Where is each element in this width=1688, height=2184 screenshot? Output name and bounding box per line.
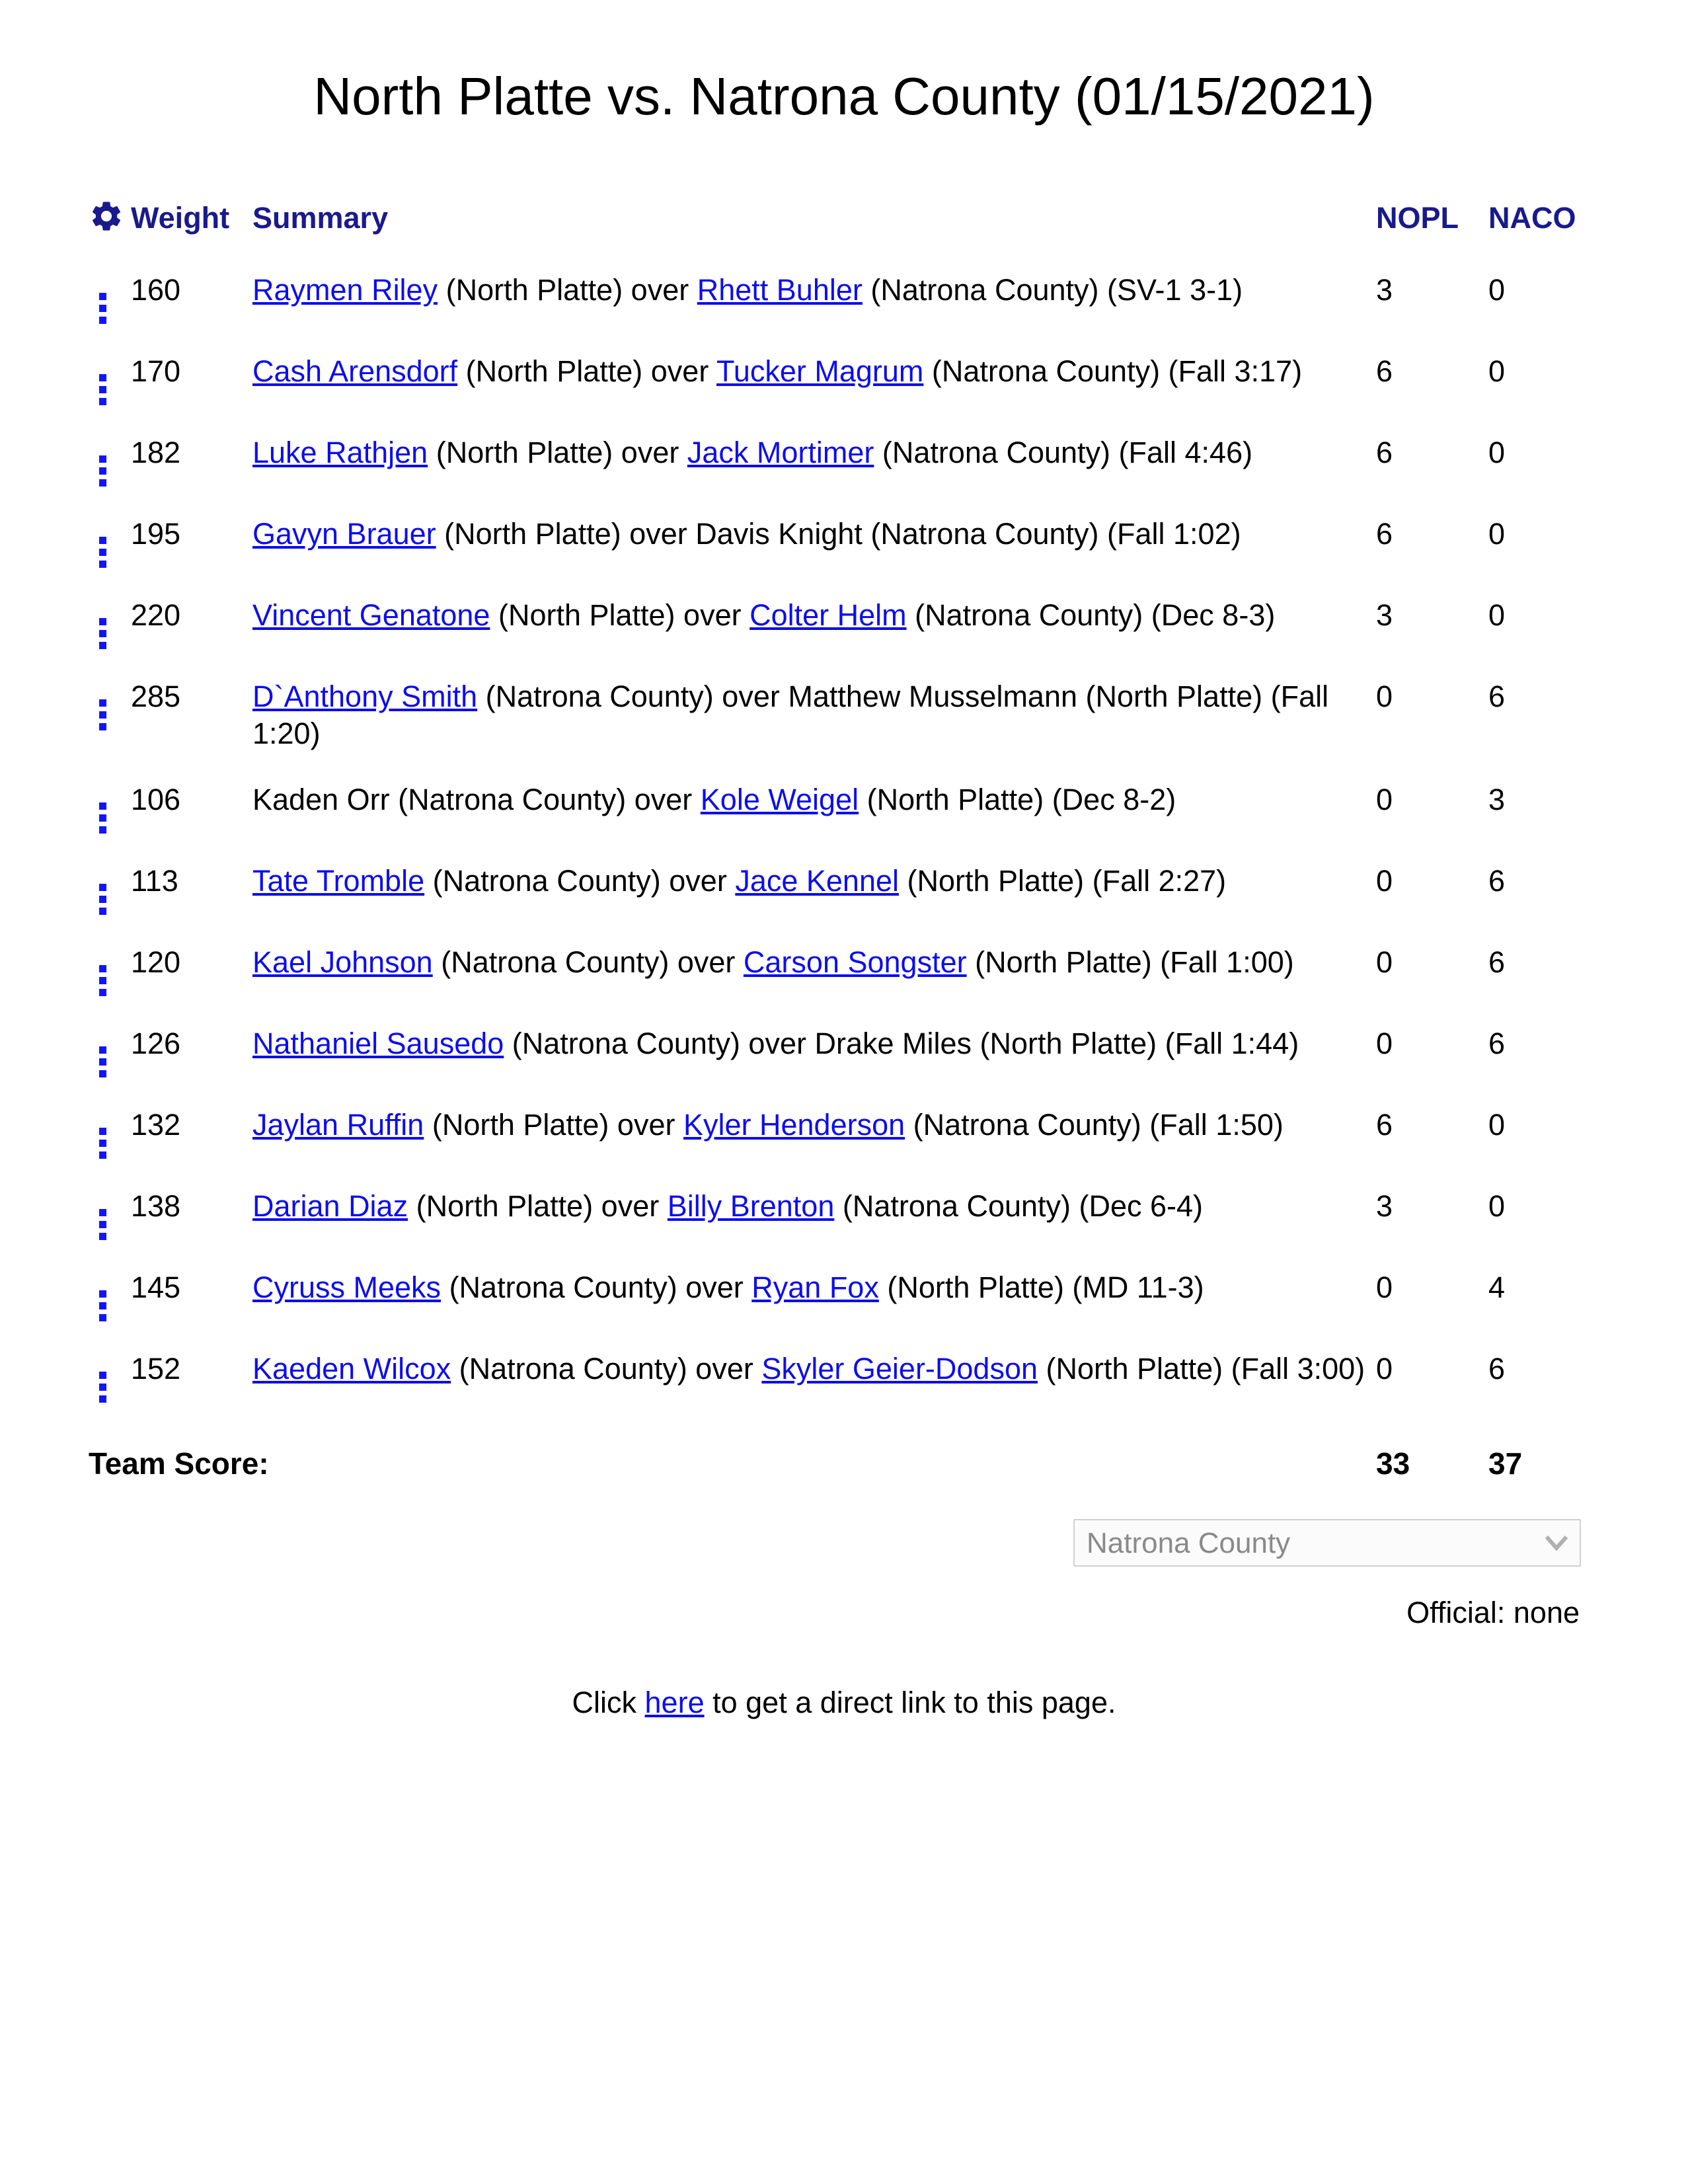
summary-text: (Natrona County) over	[424, 864, 736, 898]
naco-score-cell: 6	[1488, 1352, 1506, 1385]
table-row	[89, 1092, 1599, 1173]
summary-cell	[252, 848, 1376, 929]
naco-score-cell: 3	[1488, 783, 1506, 816]
naco-score-cell: 0	[1488, 354, 1506, 388]
summary-text: (Natrona County) over Matthew Musselmann (North Platte) (Fall 1:20)	[252, 680, 1329, 750]
kebab-menu-icon[interactable]	[99, 1046, 106, 1077]
direct-link[interactable]: here	[644, 1686, 705, 1719]
summary-text: (Natrona County) over	[441, 1270, 752, 1304]
weight-cell: 285	[131, 680, 181, 713]
table-row	[89, 767, 1599, 848]
team-select-row	[89, 1519, 1599, 1567]
naco-score-cell: 6	[1488, 1027, 1506, 1060]
table-row	[89, 1173, 1599, 1255]
kebab-menu-icon[interactable]	[99, 455, 106, 487]
official-text: Official: none	[1406, 1596, 1580, 1629]
wrestler-link[interactable]: Kole Weigel	[700, 783, 859, 816]
wrestler-link[interactable]: Luke Rathjen	[252, 436, 428, 469]
nopl-score-cell: 6	[1376, 1108, 1393, 1142]
gear-icon[interactable]	[89, 198, 124, 234]
nopl-score-cell: 0	[1376, 1027, 1393, 1060]
row-menu-cell	[89, 1336, 131, 1417]
wrestler-link[interactable]: Billy Brenton	[667, 1189, 835, 1223]
summary-text: (North Platte) over	[438, 273, 697, 307]
naco-score-cell: 0	[1488, 436, 1506, 469]
weight-cell: 220	[131, 598, 181, 632]
summary-cell	[252, 582, 1376, 664]
header-settings-cell	[89, 185, 131, 257]
wrestler-link[interactable]: Gavyn Brauer	[252, 517, 436, 551]
header-naco: NACO	[1488, 201, 1576, 235]
wrestler-link[interactable]: D`Anthony Smith	[252, 680, 478, 713]
team-select-wrap	[1073, 1519, 1581, 1567]
table-row	[89, 501, 1599, 582]
naco-score-cell: 0	[1488, 1108, 1506, 1142]
summary-cell	[252, 1011, 1376, 1092]
header-summary: Summary	[252, 201, 389, 235]
wrestler-link[interactable]: Kael Johnson	[252, 945, 433, 979]
wrestler-link[interactable]: Tate Tromble	[252, 864, 425, 898]
summary-text: (Natrona County) over	[432, 945, 744, 979]
kebab-menu-icon[interactable]	[99, 1372, 106, 1403]
kebab-menu-icon[interactable]	[99, 293, 106, 324]
summary-text: (North Platte) (Fall 2:27)	[899, 864, 1227, 898]
summary-cell	[252, 257, 1376, 338]
row-menu-cell	[89, 1011, 131, 1092]
results-body	[89, 257, 1599, 1417]
row-menu-cell	[89, 929, 131, 1011]
row-menu-cell	[89, 848, 131, 929]
summary-cell	[252, 501, 1376, 582]
weight-cell: 170	[131, 354, 181, 388]
nopl-score-cell: 0	[1376, 945, 1393, 979]
row-menu-cell	[89, 420, 131, 501]
direct-link-text	[89, 1686, 1599, 1720]
wrestler-link[interactable]: Kyler Henderson	[683, 1108, 905, 1142]
table-row	[89, 582, 1599, 664]
summary-text: (North Platte) (Dec 8-2)	[859, 783, 1176, 816]
kebab-menu-icon[interactable]	[99, 884, 106, 915]
summary-text: (North Platte) over	[408, 1189, 668, 1223]
summary-text: (North Platte) over	[428, 436, 687, 469]
summary-text: (Natrona County) over Drake Miles (North Platte) (Fall 1:44)	[504, 1027, 1299, 1060]
nopl-score-cell: 6	[1376, 436, 1393, 469]
summary-cell	[252, 1092, 1376, 1173]
nopl-score-cell: 3	[1376, 598, 1393, 632]
wrestler-link[interactable]: Cyruss Meeks	[252, 1270, 441, 1304]
weight-cell: 132	[131, 1108, 181, 1142]
weight-cell: 138	[131, 1189, 181, 1223]
weight-cell: 160	[131, 273, 181, 307]
wrestler-link[interactable]: Darian Diaz	[252, 1189, 408, 1223]
naco-score-cell: 4	[1488, 1270, 1506, 1304]
weight-cell: 106	[131, 783, 181, 816]
team-select[interactable]	[1073, 1519, 1581, 1567]
summary-text: (North Platte) (Fall 1:00)	[966, 945, 1294, 979]
results-table	[89, 185, 1599, 1497]
row-menu-cell	[89, 1173, 131, 1255]
wrestler-link[interactable]: Rhett Buhler	[697, 273, 863, 307]
summary-text: (North Platte) over	[490, 598, 750, 632]
wrestler-link[interactable]: Kaeden Wilcox	[252, 1352, 451, 1385]
summary-text: (North Platte) over	[424, 1108, 683, 1142]
summary-text: (North Platte) over Davis Knight (Natrona County) (Fall 1:02)	[436, 517, 1241, 551]
summary-cell	[252, 338, 1376, 420]
row-menu-cell	[89, 1092, 131, 1173]
nopl-score-cell: 0	[1376, 1270, 1393, 1304]
wrestler-link[interactable]: Nathaniel Sausedo	[252, 1027, 504, 1060]
row-menu-cell	[89, 257, 131, 338]
naco-score-cell: 6	[1488, 680, 1506, 713]
wrestler-link[interactable]: Jaylan Ruffin	[252, 1108, 424, 1142]
summary-cell	[252, 1336, 1376, 1417]
summary-text: (Natrona County) (Dec 8-3)	[906, 598, 1276, 632]
nopl-score-cell: 6	[1376, 354, 1393, 388]
team-score-label: Team Score:	[89, 1446, 269, 1481]
weight-cell: 145	[131, 1270, 181, 1304]
table-row	[89, 1336, 1599, 1417]
table-row	[89, 257, 1599, 338]
nopl-score-cell: 0	[1376, 864, 1393, 898]
wrestler-link[interactable]: Colter Helm	[749, 598, 907, 632]
summary-text: Kaden Orr (Natrona County) over	[252, 783, 701, 816]
naco-score-cell: 0	[1488, 1189, 1506, 1223]
table-row	[89, 1255, 1599, 1336]
wrestler-link[interactable]: Raymen Riley	[252, 273, 438, 307]
nopl-score-cell: 6	[1376, 517, 1393, 551]
header-weight: Weight	[131, 201, 230, 235]
wrestler-link[interactable]: Tucker Magrum	[716, 354, 924, 388]
naco-score-cell: 6	[1488, 864, 1506, 898]
header-row	[89, 185, 1599, 257]
naco-score-cell: 6	[1488, 945, 1506, 979]
summary-cell	[252, 664, 1376, 767]
kebab-menu-icon[interactable]	[99, 1290, 106, 1321]
summary-cell	[252, 767, 1376, 848]
row-menu-cell	[89, 338, 131, 420]
team-score-naco: 37	[1488, 1446, 1523, 1481]
summary-cell	[252, 929, 1376, 1011]
summary-text: (Natrona County) (SV-1 3-1)	[862, 273, 1243, 307]
table-row	[89, 848, 1599, 929]
weight-cell: 120	[131, 945, 181, 979]
kebab-menu-icon[interactable]	[99, 1209, 106, 1240]
kebab-menu-icon[interactable]	[99, 1128, 106, 1159]
summary-cell	[252, 420, 1376, 501]
nopl-score-cell: 0	[1376, 783, 1393, 816]
row-menu-cell	[89, 664, 131, 767]
row-menu-cell	[89, 582, 131, 664]
weight-cell: 195	[131, 517, 181, 551]
kebab-menu-icon[interactable]	[99, 537, 106, 568]
direct-link-before: Click	[572, 1686, 645, 1719]
page-container	[89, 0, 1599, 1720]
summary-cell	[252, 1255, 1376, 1336]
weight-cell: 182	[131, 436, 181, 469]
summary-text: (North Platte) over	[457, 354, 716, 388]
table-row	[89, 664, 1599, 767]
direct-link-after: to get a direct link to this page.	[704, 1686, 1116, 1719]
table-row	[89, 1011, 1599, 1092]
kebab-menu-icon[interactable]	[99, 374, 106, 405]
wrestler-link[interactable]: Jace Kennel	[735, 864, 900, 898]
table-row	[89, 420, 1599, 501]
team-score-nopl: 33	[1376, 1446, 1410, 1481]
wrestler-link[interactable]: Carson Songster	[743, 945, 967, 979]
summary-text: (North Platte) (MD 11-3)	[878, 1270, 1204, 1304]
wrestler-link[interactable]: Skyler Geier-Dodson	[761, 1352, 1038, 1385]
kebab-menu-icon[interactable]	[99, 699, 106, 730]
table-row	[89, 338, 1599, 420]
weight-cell: 113	[131, 864, 178, 898]
nopl-score-cell: 3	[1376, 1189, 1393, 1223]
kebab-menu-icon[interactable]	[99, 802, 106, 834]
naco-score-cell: 0	[1488, 598, 1506, 632]
summary-text: (Natrona County) over	[451, 1352, 762, 1385]
kebab-menu-icon[interactable]	[99, 618, 106, 649]
summary-text: (North Platte) (Fall 3:00)	[1038, 1352, 1365, 1385]
summary-text: (Natrona County) (Fall 4:46)	[874, 436, 1253, 469]
weight-cell: 152	[131, 1352, 181, 1385]
wrestler-link[interactable]: Cash Arensdorf	[252, 354, 458, 388]
row-menu-cell	[89, 501, 131, 582]
summary-text: (Natrona County) (Fall 1:50)	[905, 1108, 1284, 1142]
summary-text: (Natrona County) (Dec 6-4)	[834, 1189, 1204, 1223]
kebab-menu-icon[interactable]	[99, 965, 106, 996]
summary-cell	[252, 1173, 1376, 1255]
summary-text: (Natrona County) (Fall 3:17)	[923, 354, 1303, 388]
weight-cell: 126	[131, 1027, 181, 1060]
naco-score-cell: 0	[1488, 517, 1506, 551]
wrestler-link[interactable]: Vincent Genatone	[252, 598, 490, 632]
wrestler-link[interactable]: Jack Mortimer	[687, 436, 874, 469]
nopl-score-cell: 0	[1376, 680, 1393, 713]
naco-score-cell: 0	[1488, 273, 1506, 307]
nopl-score-cell: 3	[1376, 273, 1393, 307]
page-title: North Platte vs. Natrona County (01/15/2021)	[313, 67, 1375, 126]
table-row	[89, 929, 1599, 1011]
wrestler-link[interactable]: Ryan Fox	[751, 1270, 879, 1304]
row-menu-cell	[89, 1255, 131, 1336]
row-menu-cell	[89, 767, 131, 848]
header-nopl: NOPL	[1376, 201, 1459, 235]
team-score-row	[89, 1417, 1599, 1497]
nopl-score-cell: 0	[1376, 1352, 1393, 1385]
